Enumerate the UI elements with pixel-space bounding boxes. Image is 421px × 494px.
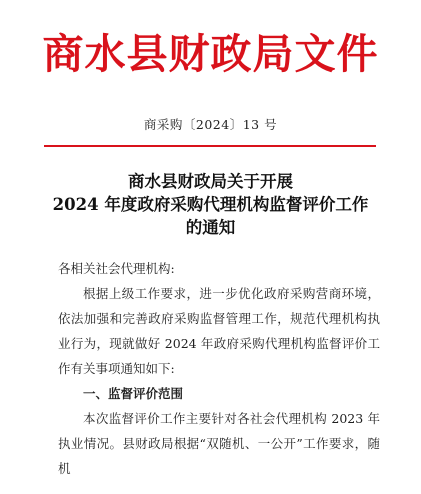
notice-title-line-1: 商水县财政局关于开展 xyxy=(128,172,293,191)
document-header-title: 商水县财政局文件 xyxy=(42,30,379,78)
section-heading-1: 一、监督评价范围 xyxy=(83,386,184,401)
notice-title-line-3: 的通知 xyxy=(185,218,236,237)
body-paragraph-2: 本次监督评价工作主要针对各社会代理机构 2023 年执业情况。县财政局根据“双随机、一公开”工作要求，随机 xyxy=(58,411,380,476)
header-divider-line xyxy=(44,145,376,147)
salutation: 各相关社会代理机构: xyxy=(58,261,175,276)
notice-body xyxy=(58,256,380,481)
notice-title-line-2: 2024 年度政府采购代理机构监督评价工作 xyxy=(52,195,369,214)
document-number: 商采购〔2024〕13 号 xyxy=(143,117,278,132)
body-paragraph-1: 根据上级工作要求，进一步优化政府采购营商环境，依法加强和完善政府采购监督管理工作，规范代理机构执业行为，现就做好 2024 年政府采购代理机构监督评价工作有关事项通知如下: xyxy=(58,286,380,376)
notice-title xyxy=(0,170,421,239)
